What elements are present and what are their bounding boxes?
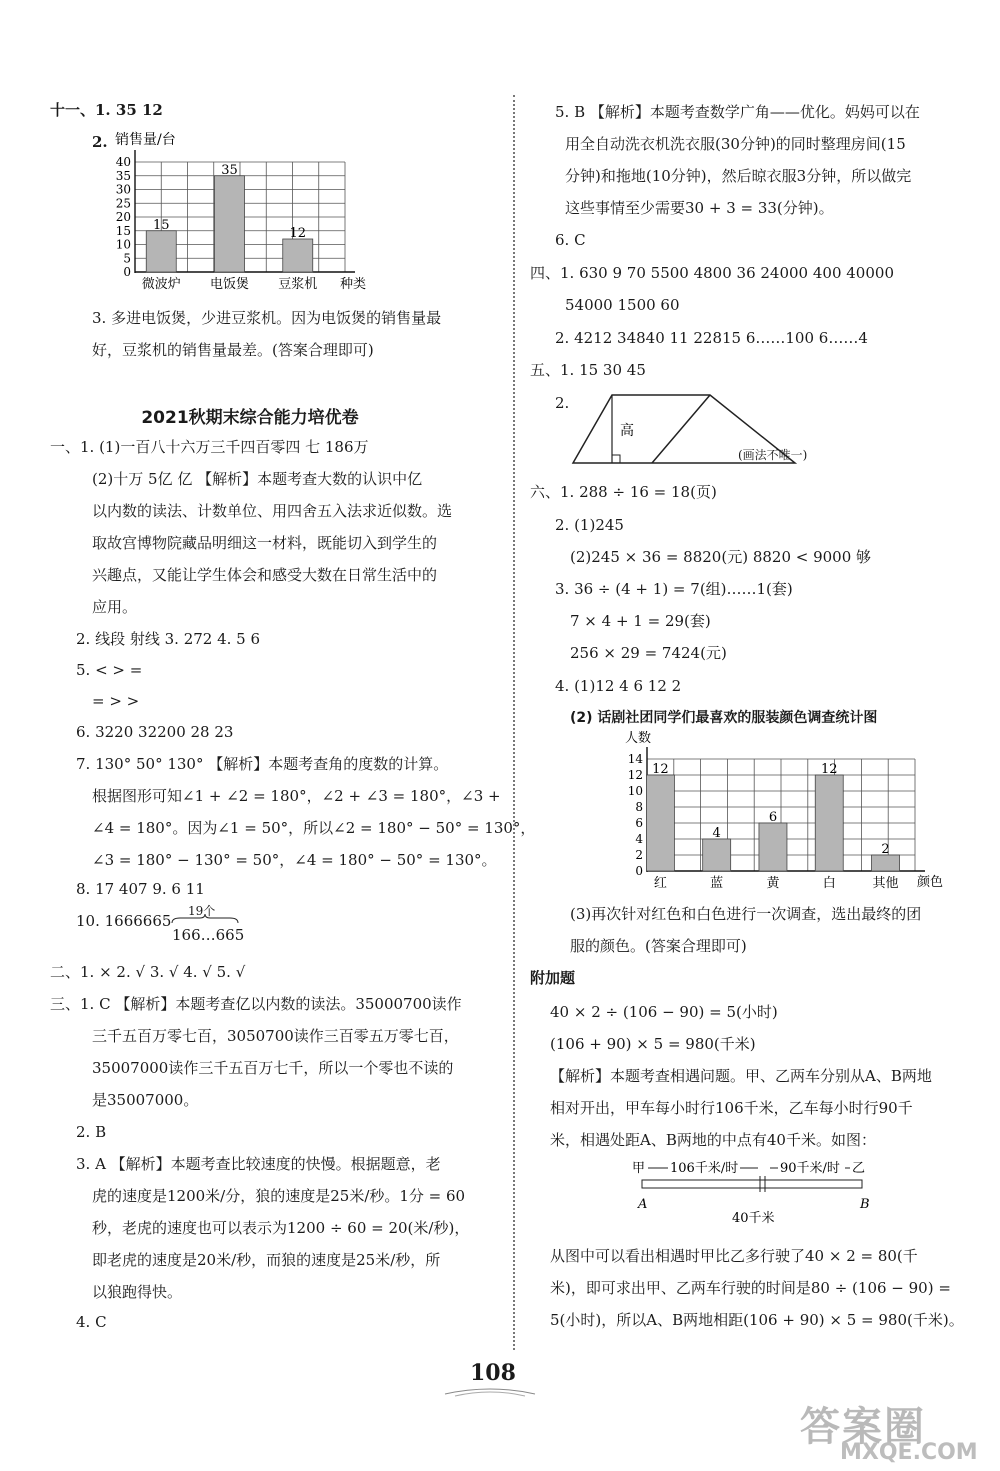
y-tick-label: 5 bbox=[123, 251, 131, 266]
x-tick-label: 黄 bbox=[766, 876, 780, 891]
data-label: 6 bbox=[768, 810, 778, 825]
speed-yi: 90千米/时 bbox=[780, 1161, 840, 1176]
y-tick-label: 0 bbox=[123, 265, 131, 279]
y-tick-label: 2 bbox=[635, 848, 643, 862]
s3-2: 2. B bbox=[76, 1123, 107, 1141]
q7-line1: 7. 130° 50° 130° 【解析】本题考查角的度数的计算。 bbox=[76, 755, 449, 773]
bar-蓝 bbox=[703, 839, 731, 871]
page-number: 108 bbox=[470, 1360, 516, 1386]
s3-1-line2: 三千五百万零七百，3050700读作三百零五万零七百， bbox=[92, 1027, 459, 1045]
answer-11-2: 2. bbox=[92, 133, 108, 151]
data-label: 15 bbox=[152, 217, 170, 233]
extra-analysis-line3: 米，相遇处距A、B两地的中点有40千米。如图： bbox=[550, 1131, 876, 1149]
distance-40km: 40千米 bbox=[732, 1211, 775, 1226]
s6-3-line2: 7 × 4 + 1 = 29(套) bbox=[570, 612, 711, 630]
y-tick-label: 0 bbox=[635, 864, 643, 878]
q1-2-line3: 取故宫博物院藏品明细这一材料，既能切入到学生的 bbox=[92, 534, 438, 552]
y-tick-label: 40 bbox=[115, 155, 131, 169]
bar-豆浆机 bbox=[283, 239, 313, 272]
y-tick-label: 30 bbox=[115, 182, 131, 197]
extra-analysis-line1: 【解析】本题考查相遇问题。甲、乙两车分别从A、B两地 bbox=[550, 1067, 932, 1085]
s6-2-line2: (2)245 × 36 = 8820(元) 8820 < 9000 够 bbox=[570, 548, 872, 566]
y-tick-label: 25 bbox=[115, 196, 131, 211]
q10-brace bbox=[170, 914, 240, 924]
y-tick-label: 4 bbox=[635, 832, 643, 846]
s3-3-line1: 3. A 【解析】本题考查比较速度的快慢。根据题意，老 bbox=[76, 1155, 441, 1173]
x-tick-label: 电饭煲 bbox=[209, 277, 250, 292]
data-label: 12 bbox=[289, 226, 307, 241]
y-tick-label: 35 bbox=[115, 168, 131, 183]
q1-2-line1: (2)十万 5亿 亿 【解析】本题考查大数的认识中亿 bbox=[92, 470, 423, 488]
s4-1-line2: 54000 1500 60 bbox=[565, 296, 680, 314]
s3-4: 4. C bbox=[76, 1313, 107, 1331]
q7-line2: 根据图形可知∠1 + ∠2 = 180°，∠2 + ∠3 = 180°，∠3 + bbox=[92, 787, 501, 805]
y-tick-label: 10 bbox=[627, 784, 643, 798]
data-label: 12 bbox=[652, 762, 669, 777]
r5-line4: 这些事情至少需要30 + 3 = 33(分钟)。 bbox=[565, 199, 834, 217]
extra-question-heading: 附加题 bbox=[530, 969, 576, 987]
s6-4-line4: 服的颜色。(答案合理即可) bbox=[570, 937, 747, 955]
q1-2-line4: 兴趣点，又能让学生体会和感受大数在日常生活中的 bbox=[92, 566, 438, 584]
q8-9: 8. 17 407 9. 6 11 bbox=[76, 880, 205, 898]
chart1-x-label: 种类 bbox=[340, 277, 367, 292]
drawing-note: (画法不唯一) bbox=[738, 448, 808, 462]
s6-4-line3: (3)再次针对红色和白色进行一次调查，选出最终的团 bbox=[570, 905, 922, 923]
x-tick-label: 豆浆机 bbox=[278, 277, 318, 292]
s5-1: 五、1. 15 30 45 bbox=[530, 361, 646, 379]
q1-1: 一、1. (1)一百八十六万三千四百零四 七 186万 bbox=[50, 438, 369, 456]
r5-line2: 用全自动洗衣机洗衣服(30分钟)的同时整理房间(15 bbox=[565, 135, 906, 153]
label-jia: 甲 bbox=[632, 1161, 646, 1176]
q10-brace-count: 19个 bbox=[188, 904, 216, 918]
y-tick-label: 10 bbox=[115, 237, 131, 252]
data-label: 12 bbox=[820, 762, 838, 777]
q5-line2: = > > bbox=[92, 692, 140, 710]
chart2-x-ticks bbox=[654, 875, 899, 891]
column-divider bbox=[513, 95, 515, 1350]
answer-11-1: 十一、1. 35 12 bbox=[50, 101, 163, 119]
x-tick-label: 白 bbox=[822, 876, 836, 891]
chart1-y-ticks bbox=[116, 155, 131, 279]
s3-1-line3: 35007000读作三千五百万七千，所以一个零也不读的 bbox=[92, 1059, 454, 1077]
s4-1-line1: 四、1. 630 9 70 5500 4800 36 24000 400 40000 bbox=[530, 264, 894, 282]
extra-line2: (106 + 90) × 5 = 980(千米) bbox=[550, 1035, 756, 1053]
r5-line3: 分钟)和拖地(10分钟)，然后晾衣服3分钟，所以做完 bbox=[565, 167, 912, 185]
meeting-line-diagram bbox=[620, 1158, 880, 1228]
clothing-color-bar-chart bbox=[595, 728, 960, 893]
section-2: 二、1. × 2. √ 3. √ 4. √ 5. √ bbox=[50, 963, 246, 981]
extra-analysis-line6: 5(小时)，所以A、B两地相距(106 + 90) × 5 = 980(千米)。 bbox=[550, 1311, 964, 1329]
s3-1-line4: 是35007000。 bbox=[92, 1091, 199, 1109]
sales-bar-chart bbox=[95, 130, 395, 300]
height-label: 高 bbox=[620, 423, 634, 439]
bar-电饭煲 bbox=[215, 176, 245, 272]
r6: 6. C bbox=[555, 231, 586, 249]
label-yi: 乙 bbox=[852, 1161, 866, 1176]
data-label: 2 bbox=[881, 842, 890, 857]
q7-line4: ∠3 = 180° − 130° = 50°，∠4 = 180° − 50° = 130°。 bbox=[92, 851, 497, 869]
q5-line1: 5. < > = bbox=[76, 661, 143, 679]
bar-白 bbox=[815, 775, 843, 871]
answer-11-3-line2: 好，豆浆机的销售量最差。(答案合理即可) bbox=[92, 341, 374, 359]
q1-2-line2: 以内数的读法、计数单位、用四舍五入法求近似数。选 bbox=[92, 502, 453, 520]
x-tick-label: 红 bbox=[653, 876, 667, 891]
x-tick-label: 蓝 bbox=[710, 876, 724, 891]
q10-number: 166…665 bbox=[172, 926, 245, 944]
s5-2: 2. bbox=[555, 394, 570, 412]
page-number-ornament bbox=[440, 1386, 540, 1398]
extra-line1: 40 × 2 ÷ (106 − 90) = 5(小时) bbox=[550, 1003, 778, 1021]
watermark-url: MXQE.COM bbox=[840, 1440, 978, 1465]
bar-其他 bbox=[872, 855, 900, 871]
watermark-logo: 答案圈 bbox=[800, 1404, 926, 1450]
s3-3-line2: 虎的速度是1200米/分，狼的速度是25米/秒。1分 = 60 bbox=[92, 1187, 466, 1205]
chart1-x-ticks bbox=[142, 276, 318, 292]
s3-3-line3: 秒，老虎的速度也可以表示为1200 ÷ 60 = 20(米/秒)， bbox=[92, 1219, 470, 1237]
y-tick-label: 20 bbox=[115, 210, 131, 224]
y-tick-label: 15 bbox=[115, 223, 131, 238]
extra-analysis-line2: 相对开出，甲车每小时行106千米，乙车每小时行90千 bbox=[550, 1099, 913, 1117]
q2-4: 2. 线段 射线 3. 272 4. 5 6 bbox=[76, 630, 261, 648]
s3-1-line1: 三、1. C 【解析】本题考查亿以内数的读法。35000700读作 bbox=[50, 995, 462, 1013]
chart2-y-label: 人数 bbox=[625, 731, 652, 746]
chart2-title: (2) 话剧社团同学们最喜欢的服装颜色调查统计图 bbox=[570, 710, 878, 726]
chart1-y-label: 销售量/台 bbox=[115, 132, 176, 148]
q1-2-line5: 应用。 bbox=[92, 598, 138, 616]
chart1-bars bbox=[146, 176, 313, 272]
y-tick-label: 12 bbox=[627, 768, 643, 782]
q7-line3: ∠4 = 180°。因为∠1 = 50°，所以∠2 = 180° − 50° = 130°， bbox=[92, 819, 536, 837]
y-tick-label: 8 bbox=[635, 800, 643, 814]
q6: 6. 3220 32200 28 23 bbox=[76, 723, 234, 741]
bar-微波炉 bbox=[146, 231, 176, 272]
point-b: B bbox=[860, 1197, 870, 1212]
speed-jia: 106千米/时 bbox=[670, 1161, 739, 1176]
q10: 10. 1666665 bbox=[76, 912, 172, 930]
y-tick-label: 6 bbox=[635, 816, 643, 830]
s6-4-line1: 4. (1)12 4 6 12 2 bbox=[555, 677, 682, 695]
x-tick-label: 微波炉 bbox=[141, 277, 181, 292]
s6-3-line3: 256 × 29 = 7424(元) bbox=[570, 644, 727, 662]
s6-3-line1: 3. 36 ÷ (4 + 1) = 7(组)……1(套) bbox=[555, 580, 793, 598]
extra-analysis-line5: 米)，即可求出甲、乙两车行驶的时间是80 ÷ (106 − 90) = bbox=[550, 1279, 951, 1297]
data-label: 35 bbox=[221, 162, 238, 178]
chart2-x-label: 颜色 bbox=[917, 875, 944, 890]
y-tick-label: 14 bbox=[627, 752, 643, 766]
exam-title: 2021秋期末综合能力培优卷 bbox=[141, 408, 359, 428]
data-label: 4 bbox=[712, 826, 721, 841]
s6-2-line1: 2. (1)245 bbox=[555, 516, 624, 534]
answer-11-3-line1: 3. 多进电饭煲，少进豆浆机。因为电饭煲的销售量最 bbox=[92, 309, 442, 327]
chart2-y-ticks bbox=[628, 752, 644, 878]
s4-2: 2. 4212 34840 11 22815 6……100 6……4 bbox=[555, 329, 868, 347]
s3-3-line5: 以狼跑得快。 bbox=[92, 1283, 183, 1301]
bar-红 bbox=[646, 775, 674, 871]
point-a: A bbox=[638, 1197, 648, 1212]
s6-1: 六、1. 288 ÷ 16 = 18(页) bbox=[530, 483, 717, 501]
bar-黄 bbox=[759, 823, 787, 871]
r5-line1: 5. B 【解析】本题考查数学广角——优化。妈妈可以在 bbox=[555, 103, 920, 121]
x-tick-label: 其他 bbox=[872, 876, 899, 891]
extra-analysis-line4: 从图中可以看出相遇时甲比乙多行驶了40 × 2 = 80(千 bbox=[550, 1247, 918, 1265]
s3-3-line4: 即老虎的速度是20米/秒，而狼的速度是25米/秒，所 bbox=[92, 1251, 441, 1269]
